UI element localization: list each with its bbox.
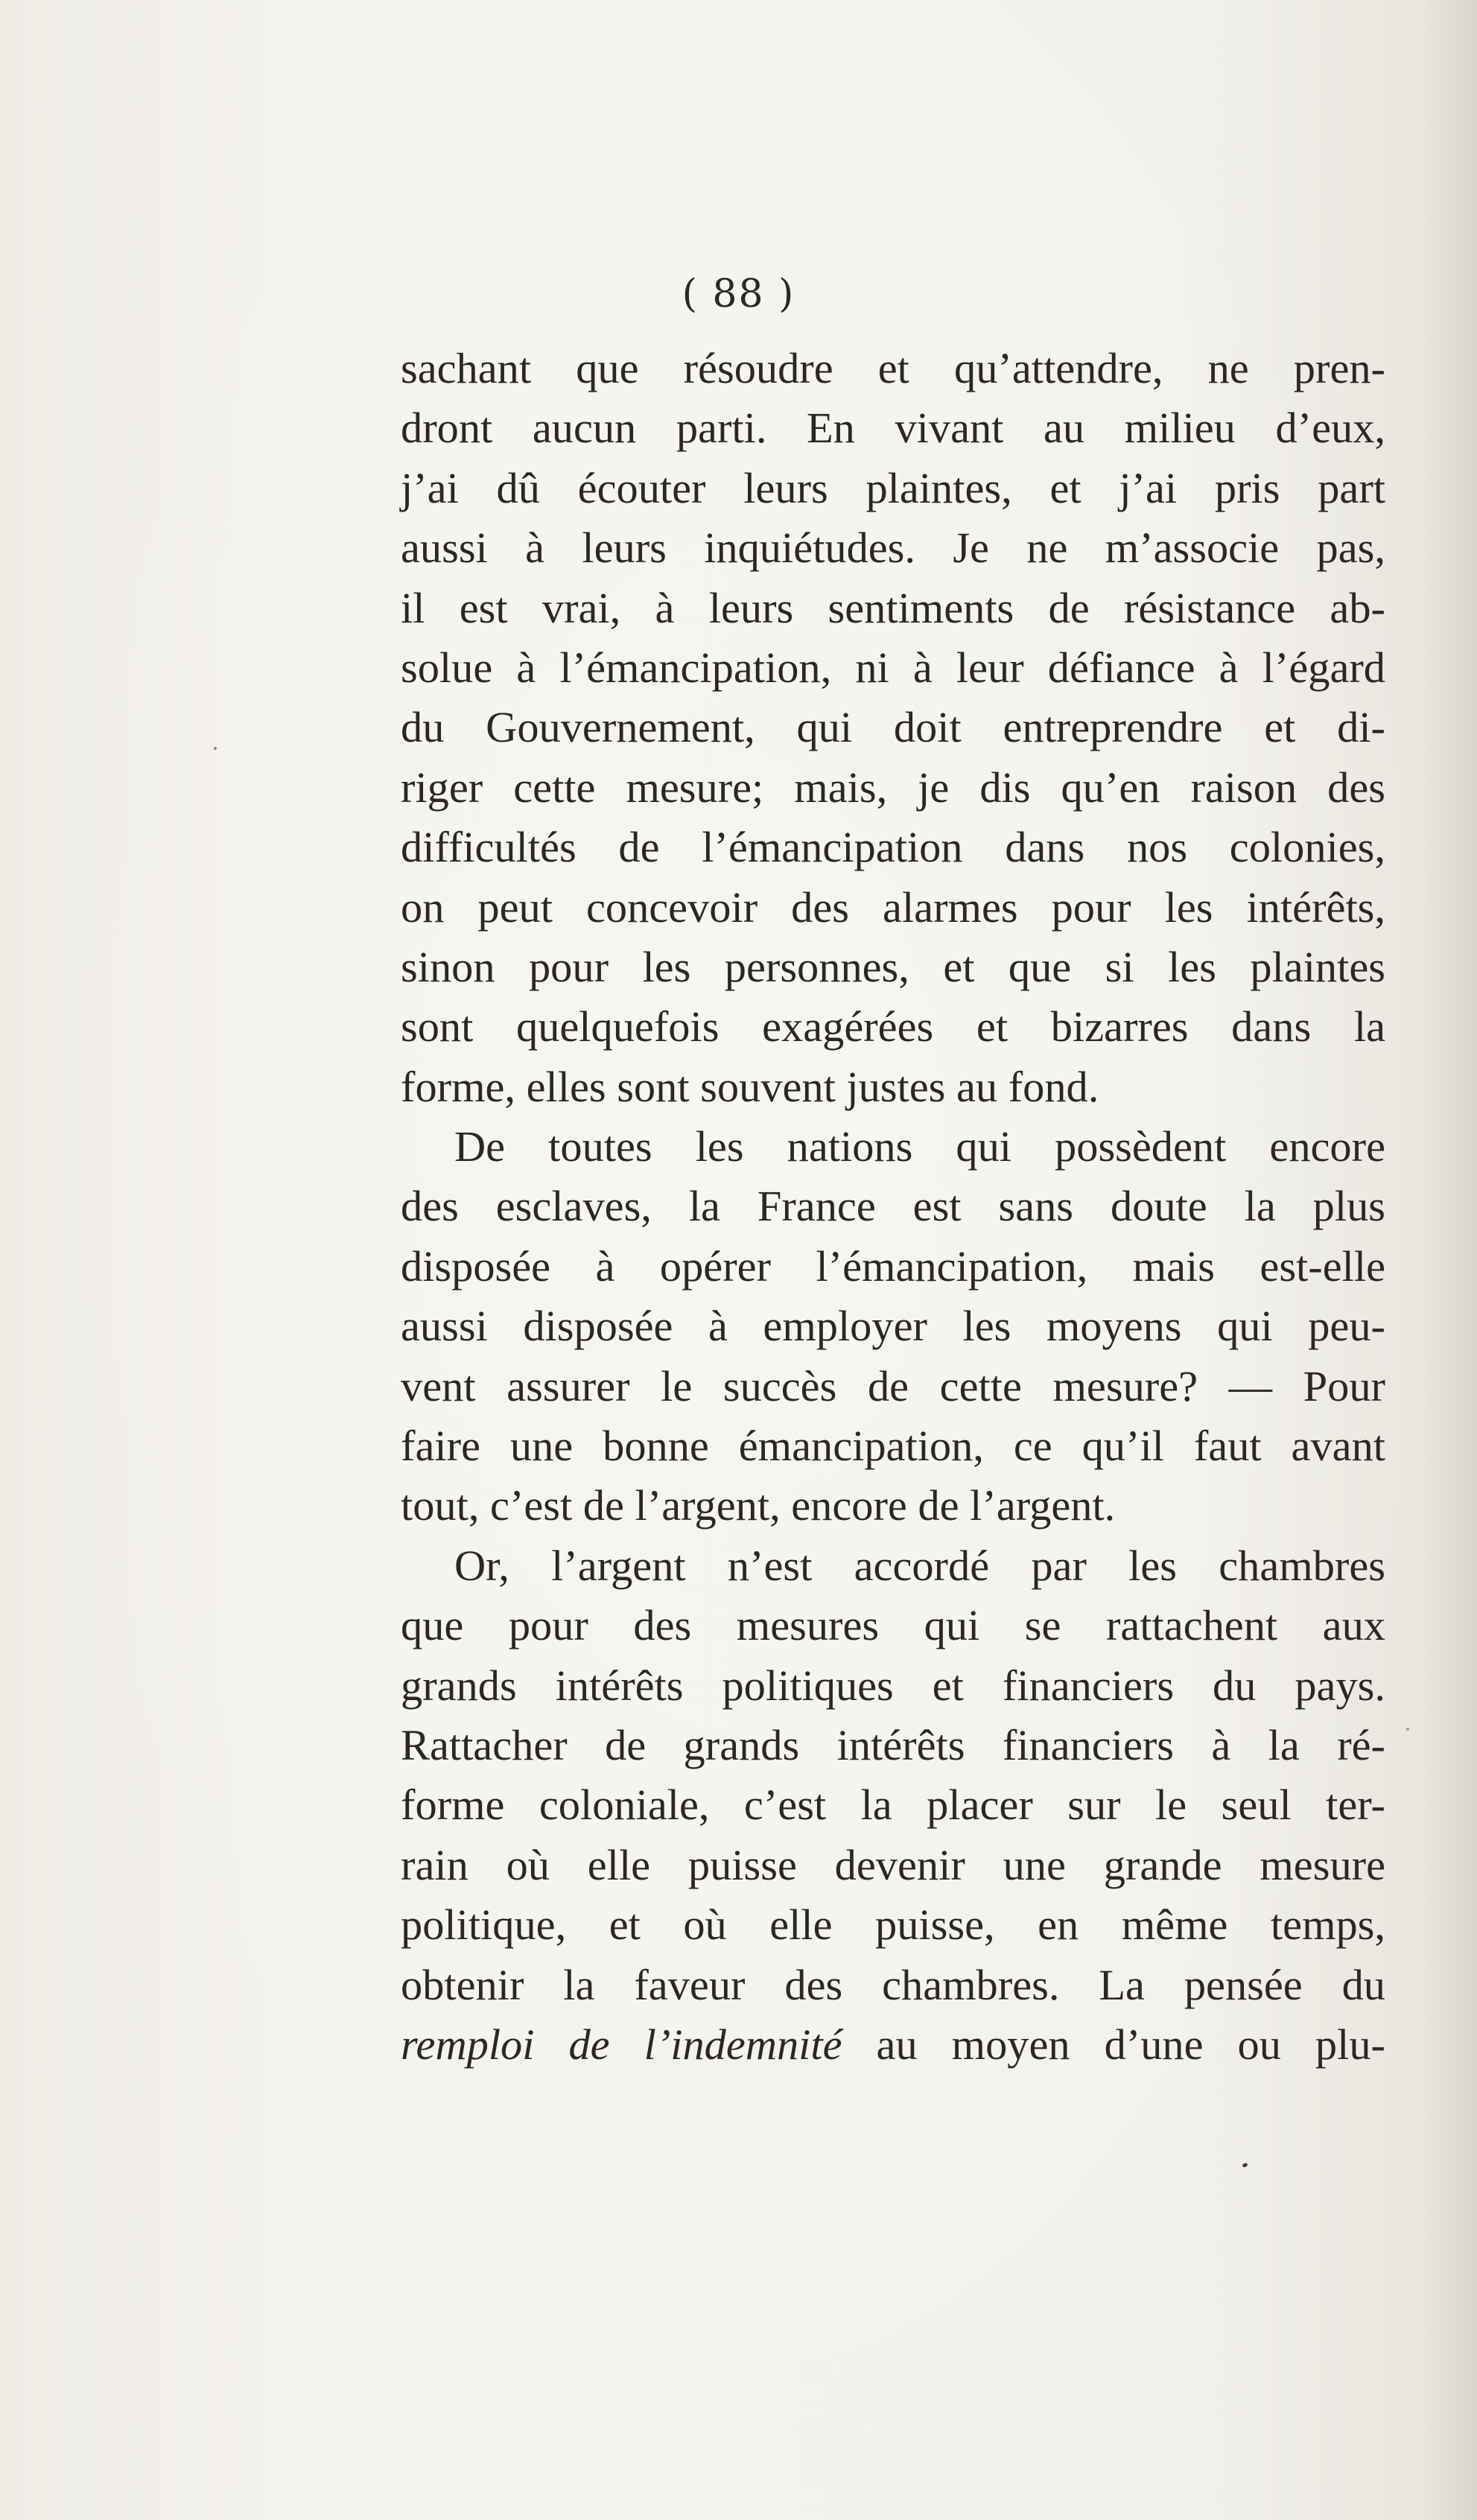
text-line: dront aucun parti. En vivant au milieu d’eux,: [401, 404, 1385, 453]
paragraph-start-line: De toutes les nations qui possèdent encore: [454, 1122, 1385, 1171]
text-line: sinon pour les personnes, et que si les plaintes: [401, 942, 1385, 991]
paragraph-start-line: Or, l’argent n’est accordé par les chambres: [454, 1541, 1385, 1590]
text-line: que pour des mesures qui se rattachent aux: [401, 1601, 1385, 1650]
text-line-last: [401, 2015, 1385, 2075]
text-line: rain où elle puisse devenir une grande mesure: [401, 1840, 1385, 1889]
text-line: il est vrai, à leurs sentiments de résistance ab-: [401, 583, 1385, 632]
text-line: du Gouvernement, qui doit entreprendre et di-: [401, 703, 1385, 752]
text-line: politique, et où elle puisse, en même temps,: [401, 1900, 1385, 1950]
ink-speck: [1405, 1727, 1409, 1731]
text-line: riger cette mesure; mais, je dis qu’en raison des: [401, 763, 1385, 812]
text-line: Rattacher de grands intérêts financiers à la ré-: [401, 1720, 1385, 1769]
text-line: j’ai dû écouter leurs plaintes, et j’ai pris part: [401, 463, 1385, 512]
text-line: forme, elles sont souvent justes au fond.: [401, 1062, 1099, 1111]
ink-speck: [213, 746, 217, 750]
text-line: obtenir la faveur des chambres. La pensée du: [401, 1960, 1385, 2009]
text-line: solue à l’émancipation, ni à leur défiance à l’égard: [401, 643, 1385, 692]
text-line-rest: au moyen d’une ou plu-: [842, 2020, 1385, 2069]
text-line: vent assurer le succès de cette mesure? — Pour: [401, 1361, 1385, 1410]
text-line: grands intérêts politiques et financiers du pays.: [401, 1661, 1385, 1710]
text-line: aussi disposée à employer les moyens qui peu-: [401, 1302, 1385, 1351]
text-line: disposée à opérer l’émancipation, mais est-elle: [401, 1241, 1385, 1291]
text-line: tout, c’est de l’argent, encore de l’argent.: [401, 1481, 1116, 1530]
text-line: difficultés de l’émancipation dans nos colonies,: [401, 823, 1385, 872]
text-line: des esclaves, la France est sans doute la plus: [401, 1182, 1385, 1231]
text-line: on peut concevoir des alarmes pour les intérêts,: [401, 882, 1385, 932]
text-line: aussi à leurs inquiétudes. Je ne m’associe pas,: [401, 524, 1385, 573]
text-line: forme coloniale, c’est la placer sur le seul ter-: [401, 1781, 1385, 1830]
text-line: sont quelquefois exagérées et bizarres dans la: [401, 1002, 1385, 1051]
text-line: sachant que résoudre et qu’attendre, ne pren-: [401, 344, 1385, 392]
body-text: [401, 339, 1385, 2075]
page-number: ( 88 ): [682, 272, 795, 316]
italic-phrase: remploi de l’indemnité: [401, 2020, 842, 2069]
text-line: faire une bonne émancipation, ce qu’il faut avant: [401, 1422, 1385, 1471]
ink-speck: [1242, 2163, 1248, 2168]
